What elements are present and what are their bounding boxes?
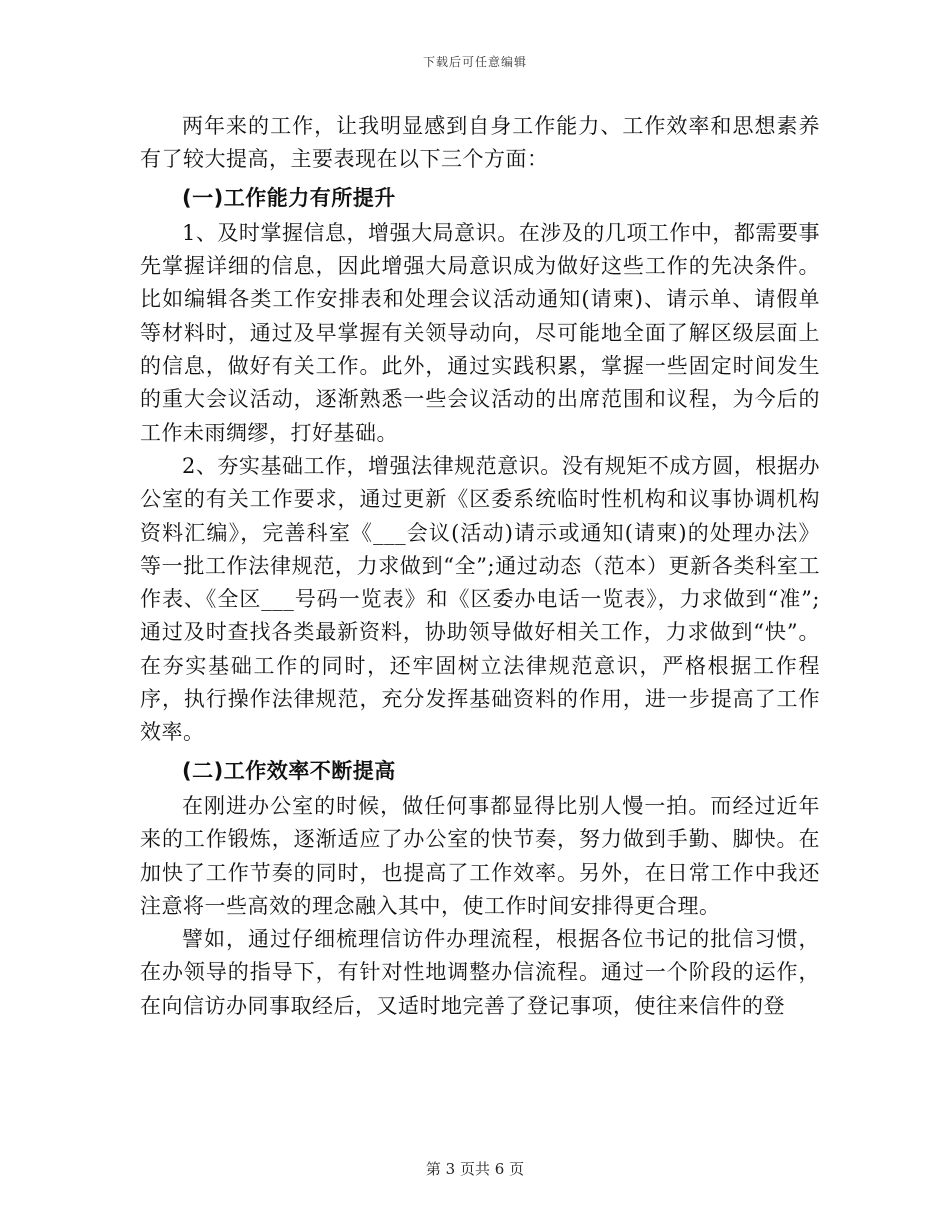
section-heading-2: (二)工作效率不断提高 [182, 758, 396, 783]
intro-paragraph: 两年来的工作，让我明显感到自身工作能力、工作效率和思想素养有了较大提高，主要表现在以下三个方面： [140, 114, 820, 172]
paragraph-efficiency: 在刚进办公室的时候，做任何事都显得比别人慢一拍。而经过近年来的工作锻炼，逐渐适应了办公室的快节奏，努力做到手勤、脚快。在加快了工作节奏的同时，也提高了工作效率。另外，在日常工作中我还注意将一些高效的理念融入其中，使工作时间安排得更合理。 [140, 793, 820, 918]
paragraph-info-awareness: 1、及时掌握信息，增强大局意识。在涉及的几项工作中，都需要事先掌握详细的信息，因此增强大局意识成为做好这些工作的先决条件。比如编辑各类工作安排表和处理会议活动通知(请柬)、请示单、请假单等材料时，通过及早掌握有关领导动向，尽可能地全面了解区级层面上的信息，做好有关工作。此外，通过实践积累，掌握一些固定时间发生的重大会议活动，逐渐熟悉一些会议活动的出席范围和议程，为今后的工作未雨绸缪，打好基础。 [140, 220, 820, 445]
page-number: 第 3 页共 6 页 [425, 1160, 525, 1178]
header-note: 下载后可任意编辑 [422, 55, 527, 69]
paragraph-basic-work: 2、夯实基础工作，增强法律规范意识。没有规矩不成方圆，根据办公室的有关工作要求，通过更新《区委系统临时性机构和议事协调机构资料汇编》，完善科室《___会议(活动)请示或通知(请柬)的处理办法》等一批工作法律规范，力求做到“全”;通过动态（范本）更新各类科室工作表、《全区___号码一览表》和《区委办电话一览表》，力求做到“准”;通过及时查找各类最新资料，协助领导做好相关工作，力求做到“快”。在夯实基础工作的同时，还牢固树立法律规范意识，严格根据工作程序，执行操作法律规范，充分发挥基础资料的作用，进一步提高了工作效率。 [140, 453, 820, 745]
paragraph-example: 譬如，通过仔细梳理信访件办理流程，根据各位书记的批信习惯，在办领导的指导下，有针对性地调整办信流程。通过一个阶段的运作，在向信访办同事取经后，又适时地完善了登记事项，使往来信件的登 [140, 927, 820, 1018]
section-heading-1: (一)工作能力有所提升 [182, 185, 396, 210]
document-body [140, 110, 820, 1023]
